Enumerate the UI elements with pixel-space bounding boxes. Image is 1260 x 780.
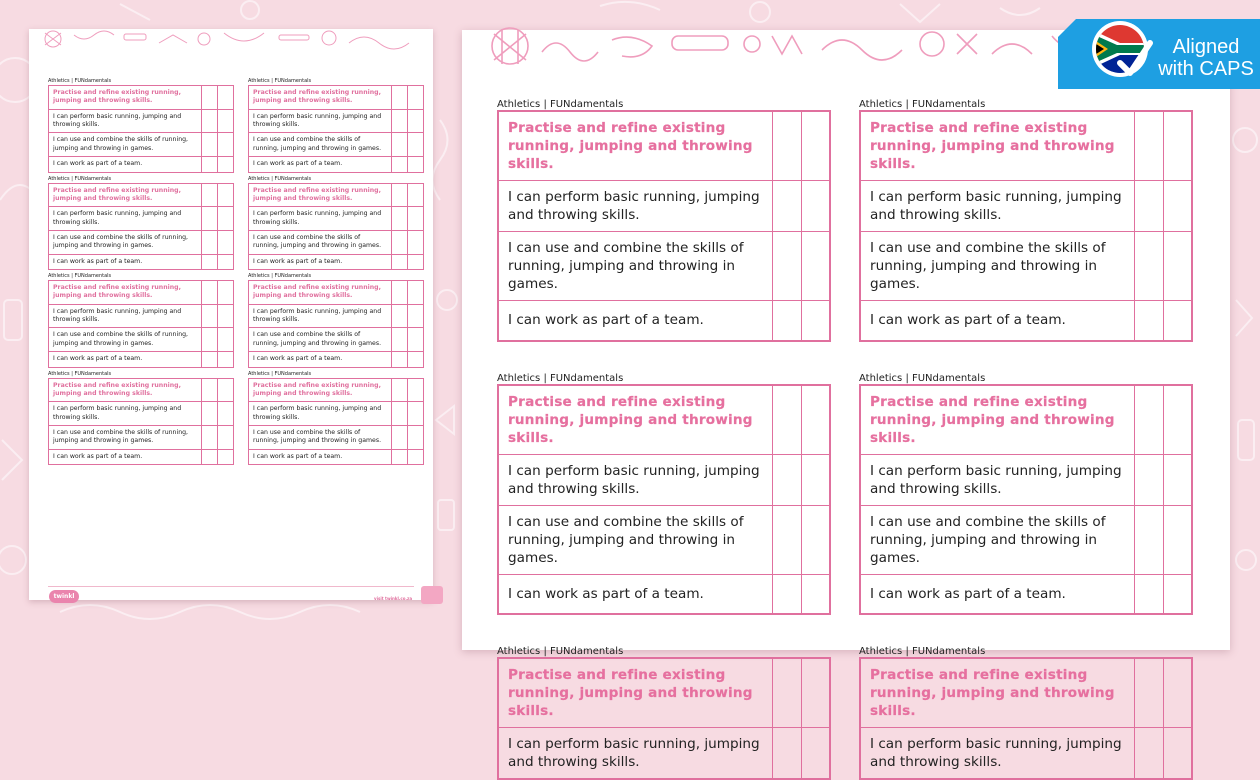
card-title: Practise and refine existing running, jumping and throwing skills. xyxy=(249,183,392,207)
card-title: Practise and refine existing running, jumping and throwing skills. xyxy=(498,658,772,728)
tick-box[interactable] xyxy=(202,207,218,231)
tick-box[interactable] xyxy=(772,111,801,181)
statement-basic-skills: I can perform basic running, jumping and throwing skills. xyxy=(49,402,202,426)
tick-box[interactable] xyxy=(392,402,408,426)
tick-box[interactable] xyxy=(392,230,408,254)
tick-box[interactable] xyxy=(218,304,234,328)
tick-box[interactable] xyxy=(801,454,830,505)
tick-box[interactable] xyxy=(408,133,424,157)
tick-box[interactable] xyxy=(218,425,234,449)
thumbnail-card xyxy=(48,273,234,368)
tick-box[interactable] xyxy=(202,281,218,305)
card-heading: Athletics | FUNdamentals xyxy=(48,370,112,377)
tick-box[interactable] xyxy=(202,86,218,110)
tick-box[interactable] xyxy=(392,378,408,402)
statement-combine-skills: I can use and combine the skills of running, jumping and throwing in games. xyxy=(49,425,202,449)
statement-teamwork: I can work as part of a team. xyxy=(498,574,772,614)
tick-box[interactable] xyxy=(392,254,408,269)
tick-box[interactable] xyxy=(218,328,234,352)
tick-box[interactable] xyxy=(392,133,408,157)
statement-combine-skills: I can use and combine the skills of running, jumping and throwing in games. xyxy=(49,230,202,254)
tick-box[interactable] xyxy=(218,230,234,254)
card-heading: Athletics | FUNdamentals xyxy=(248,370,312,377)
tick-box[interactable] xyxy=(218,352,234,367)
tick-box[interactable] xyxy=(408,449,424,464)
tick-box[interactable] xyxy=(202,304,218,328)
card-title: Practise and refine existing running, jumping and throwing skills. xyxy=(249,281,392,305)
worksheet-page-zoomed xyxy=(462,30,1230,770)
statement-combine-skills: I can use and combine the skills of running, jumping and throwing in games. xyxy=(860,232,1134,301)
tick-box[interactable] xyxy=(772,385,801,455)
tick-box[interactable] xyxy=(202,254,218,269)
statement-combine-skills: I can use and combine the skills of running, jumping and throwing in games. xyxy=(49,328,202,352)
tick-box[interactable] xyxy=(202,157,218,172)
tick-box[interactable] xyxy=(202,109,218,133)
tick-box[interactable] xyxy=(408,254,424,269)
card-title: Practise and refine existing running, jumping and throwing skills. xyxy=(49,281,202,305)
tick-box[interactable] xyxy=(202,378,218,402)
caps-line-2: with CAPS xyxy=(1158,58,1254,80)
statement-combine-skills: I can use and combine the skills of running, jumping and throwing in games. xyxy=(249,230,392,254)
card-heading: Athletics | FUNdamentals xyxy=(497,646,624,657)
tick-box[interactable] xyxy=(392,207,408,231)
tick-box[interactable] xyxy=(772,505,801,574)
card-grid xyxy=(497,98,1193,780)
tick-box[interactable] xyxy=(392,425,408,449)
tick-box[interactable] xyxy=(408,183,424,207)
tick-box[interactable] xyxy=(772,232,801,301)
south-africa-flag-icon xyxy=(1090,19,1150,79)
twinkl-seal-icon xyxy=(421,586,443,604)
tick-box[interactable] xyxy=(392,328,408,352)
statement-basic-skills: I can perform basic running, jumping and throwing skills. xyxy=(860,454,1134,505)
tick-box[interactable] xyxy=(202,402,218,426)
tick-box[interactable] xyxy=(392,109,408,133)
footer-url: visit twinkl.co.za xyxy=(374,596,413,601)
card-title: Practise and refine existing running, jumping and throwing skills. xyxy=(49,183,202,207)
statement-basic-skills: I can perform basic running, jumping and throwing skills. xyxy=(49,304,202,328)
tick-box[interactable] xyxy=(202,328,218,352)
tick-box[interactable] xyxy=(801,658,830,728)
tick-box[interactable] xyxy=(1134,454,1163,505)
caps-badge-text xyxy=(1156,36,1256,80)
tick-box[interactable] xyxy=(1163,181,1192,232)
checklist-card xyxy=(859,372,1193,616)
tick-box[interactable] xyxy=(202,230,218,254)
statement-basic-skills: I can perform basic running, jumping and throwing skills. xyxy=(860,728,1134,780)
thumbnail-card xyxy=(48,370,234,466)
card-heading: Athletics | FUNdamentals xyxy=(48,78,112,84)
tick-box[interactable] xyxy=(1163,385,1192,455)
tick-box[interactable] xyxy=(1134,301,1163,341)
tick-box[interactable] xyxy=(218,157,234,172)
tick-box[interactable] xyxy=(202,425,218,449)
checklist-card xyxy=(497,372,831,616)
tick-box[interactable] xyxy=(408,402,424,426)
tick-box[interactable] xyxy=(202,449,218,464)
statement-basic-skills: I can perform basic running, jumping and throwing skills. xyxy=(498,454,772,505)
tick-box[interactable] xyxy=(218,254,234,269)
card-title: Practise and refine existing running, jumping and throwing skills. xyxy=(860,385,1134,455)
statement-teamwork: I can work as part of a team. xyxy=(498,301,772,341)
statement-teamwork: I can work as part of a team. xyxy=(49,254,202,269)
tick-box[interactable] xyxy=(218,86,234,110)
statement-teamwork: I can work as part of a team. xyxy=(860,301,1134,341)
tick-box[interactable] xyxy=(392,183,408,207)
tick-box[interactable] xyxy=(801,181,830,232)
card-title: Practise and refine existing running, jumping and throwing skills. xyxy=(249,86,392,110)
thumbnail-card xyxy=(248,370,424,466)
tick-box[interactable] xyxy=(1134,505,1163,574)
tick-box[interactable] xyxy=(1163,658,1192,728)
twinkl-logo: twinkl xyxy=(49,590,79,603)
card-title: Practise and refine existing running, jumping and throwing skills. xyxy=(860,111,1134,181)
tick-box[interactable] xyxy=(408,352,424,367)
statement-combine-skills: I can use and combine the skills of running, jumping and throwing in games. xyxy=(249,133,392,157)
checklist-card xyxy=(859,98,1193,342)
tick-box[interactable] xyxy=(1163,111,1192,181)
caps-line-1: Aligned xyxy=(1172,36,1240,58)
tick-box[interactable] xyxy=(1163,505,1192,574)
statement-basic-skills: I can perform basic running, jumping and throwing skills. xyxy=(498,728,772,780)
checklist-card xyxy=(859,645,1193,780)
tick-box[interactable] xyxy=(1163,728,1192,780)
tick-box[interactable] xyxy=(1134,232,1163,301)
statement-combine-skills: I can use and combine the skills of running, jumping and throwing in games. xyxy=(498,505,772,574)
tick-box[interactable] xyxy=(1163,454,1192,505)
statement-teamwork: I can work as part of a team. xyxy=(49,449,202,464)
tick-box[interactable] xyxy=(1134,658,1163,728)
tick-box[interactable] xyxy=(1163,301,1192,341)
tick-box[interactable] xyxy=(408,425,424,449)
card-title: Practise and refine existing running, jumping and throwing skills. xyxy=(498,385,772,455)
tick-box[interactable] xyxy=(218,281,234,305)
card-heading: Athletics | FUNdamentals xyxy=(48,273,112,280)
card-title: Practise and refine existing running, jumping and throwing skills. xyxy=(49,378,202,402)
statement-combine-skills: I can use and combine the skills of running, jumping and throwing in games. xyxy=(860,505,1134,574)
checklist-card xyxy=(497,645,831,780)
tick-box[interactable] xyxy=(408,109,424,133)
card-heading: Athletics | FUNdamentals xyxy=(859,646,986,657)
thumbnail-card-grid xyxy=(48,78,424,465)
card-heading: Athletics | FUNdamentals xyxy=(497,372,624,384)
tick-box[interactable] xyxy=(772,574,801,614)
tick-box[interactable] xyxy=(408,281,424,305)
tick-box[interactable] xyxy=(801,301,830,341)
statement-teamwork: I can work as part of a team. xyxy=(49,352,202,367)
checklist-card xyxy=(497,98,831,342)
thumbnail-card xyxy=(48,78,234,173)
tick-box[interactable] xyxy=(218,402,234,426)
tick-box[interactable] xyxy=(1134,111,1163,181)
tick-box[interactable] xyxy=(408,378,424,402)
tick-box[interactable] xyxy=(1163,232,1192,301)
tick-box[interactable] xyxy=(202,183,218,207)
tick-box[interactable] xyxy=(1163,574,1192,614)
thumbnail-card xyxy=(248,78,424,173)
tick-box[interactable] xyxy=(1134,574,1163,614)
statement-combine-skills: I can use and combine the skills of running, jumping and throwing in games. xyxy=(498,232,772,301)
statement-teamwork: I can work as part of a team. xyxy=(249,449,392,464)
statement-teamwork: I can work as part of a team. xyxy=(49,157,202,172)
footer-divider xyxy=(48,586,414,587)
tick-box[interactable] xyxy=(1134,728,1163,780)
card-heading: Athletics | FUNdamentals xyxy=(48,175,112,182)
tick-box[interactable] xyxy=(218,449,234,464)
statement-teamwork: I can work as part of a team. xyxy=(249,352,392,367)
statement-basic-skills: I can perform basic running, jumping and throwing skills. xyxy=(249,304,392,328)
statement-combine-skills: I can use and combine the skills of running, jumping and throwing in games. xyxy=(249,425,392,449)
card-heading: Athletics | FUNdamentals xyxy=(248,78,312,84)
statement-basic-skills: I can perform basic running, jumping and throwing skills. xyxy=(860,181,1134,232)
tick-box[interactable] xyxy=(772,301,801,341)
tick-box[interactable] xyxy=(1134,181,1163,232)
tick-box[interactable] xyxy=(218,378,234,402)
tick-box[interactable] xyxy=(772,181,801,232)
tick-box[interactable] xyxy=(801,111,830,181)
tick-box[interactable] xyxy=(772,454,801,505)
tick-box[interactable] xyxy=(801,385,830,455)
tick-box[interactable] xyxy=(408,328,424,352)
thumbnail-card xyxy=(48,175,234,271)
statement-teamwork: I can work as part of a team. xyxy=(249,157,392,172)
statement-teamwork: I can work as part of a team. xyxy=(249,254,392,269)
card-heading: Athletics | FUNdamentals xyxy=(248,175,312,182)
tick-box[interactable] xyxy=(772,728,801,780)
statement-basic-skills: I can perform basic running, jumping and throwing skills. xyxy=(249,109,392,133)
thumbnail-card xyxy=(248,273,424,368)
card-heading: Athletics | FUNdamentals xyxy=(497,99,624,110)
statement-basic-skills: I can perform basic running, jumping and throwing skills. xyxy=(249,207,392,231)
statement-basic-skills: I can perform basic running, jumping and throwing skills. xyxy=(49,109,202,133)
tick-box[interactable] xyxy=(801,505,830,574)
header-doodle-band xyxy=(29,29,433,49)
card-title: Practise and refine existing running, jumping and throwing skills. xyxy=(860,658,1134,728)
tick-box[interactable] xyxy=(392,281,408,305)
tick-box[interactable] xyxy=(408,86,424,110)
tick-box[interactable] xyxy=(801,574,830,614)
tick-box[interactable] xyxy=(801,232,830,301)
tick-box[interactable] xyxy=(392,449,408,464)
tick-box[interactable] xyxy=(772,658,801,728)
tick-box[interactable] xyxy=(218,183,234,207)
tick-box[interactable] xyxy=(801,728,830,780)
worksheet-thumbnail xyxy=(29,29,433,600)
tick-box[interactable] xyxy=(392,157,408,172)
card-heading: Athletics | FUNdamentals xyxy=(248,273,312,280)
statement-basic-skills: I can perform basic running, jumping and throwing skills. xyxy=(249,402,392,426)
statement-basic-skills: I can perform basic running, jumping and throwing skills. xyxy=(49,207,202,231)
thumbnail-card xyxy=(248,175,424,271)
statement-basic-skills: I can perform basic running, jumping and throwing skills. xyxy=(498,181,772,232)
tick-box[interactable] xyxy=(218,133,234,157)
tick-box[interactable] xyxy=(408,207,424,231)
card-title: Practise and refine existing running, jumping and throwing skills. xyxy=(249,378,392,402)
card-heading: Athletics | FUNdamentals xyxy=(859,99,986,110)
tick-box[interactable] xyxy=(202,133,218,157)
statement-combine-skills: I can use and combine the skills of running, jumping and throwing in games. xyxy=(49,133,202,157)
tick-box[interactable] xyxy=(408,304,424,328)
tick-box[interactable] xyxy=(408,230,424,254)
tick-box[interactable] xyxy=(218,109,234,133)
tick-box[interactable] xyxy=(218,207,234,231)
statement-combine-skills: I can use and combine the skills of running, jumping and throwing in games. xyxy=(249,328,392,352)
card-title: Practise and refine existing running, jumping and throwing skills. xyxy=(498,111,772,181)
tick-box[interactable] xyxy=(202,352,218,367)
card-title: Practise and refine existing running, jumping and throwing skills. xyxy=(49,86,202,110)
tick-box[interactable] xyxy=(392,352,408,367)
tick-box[interactable] xyxy=(408,157,424,172)
tick-box[interactable] xyxy=(392,304,408,328)
card-heading: Athletics | FUNdamentals xyxy=(859,372,986,384)
tick-box[interactable] xyxy=(1134,385,1163,455)
tick-box[interactable] xyxy=(392,86,408,110)
statement-teamwork: I can work as part of a team. xyxy=(860,574,1134,614)
